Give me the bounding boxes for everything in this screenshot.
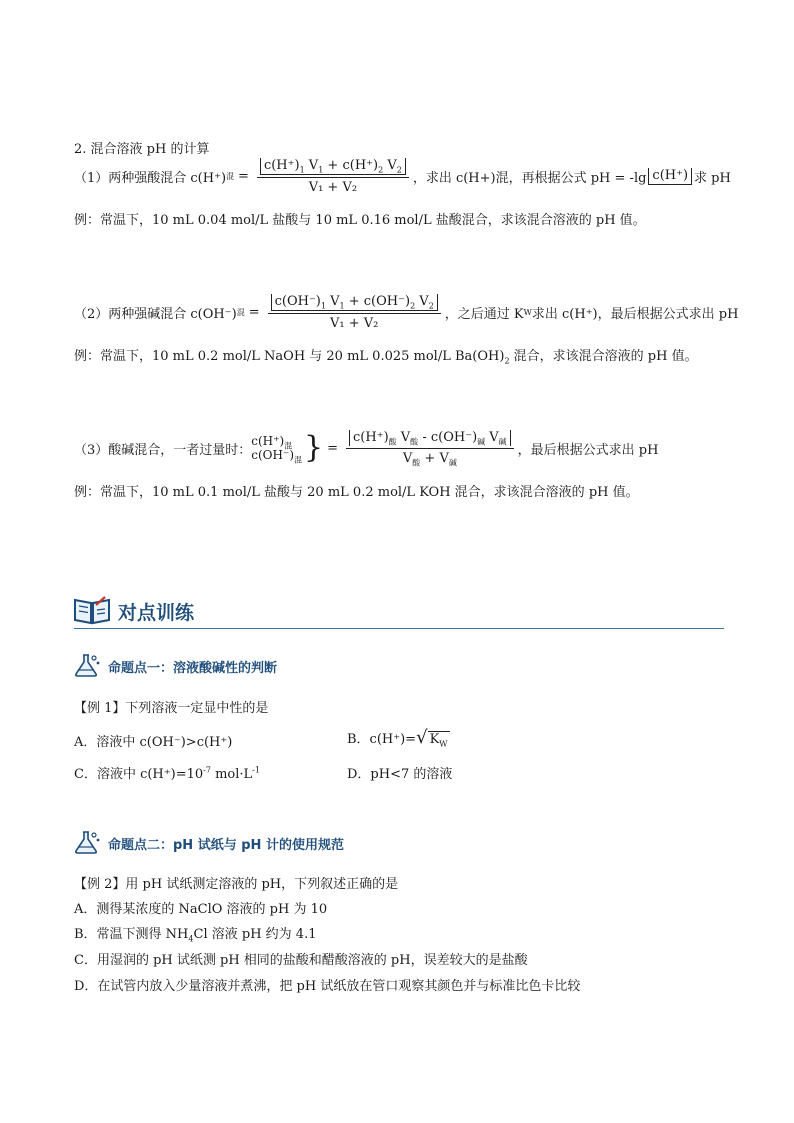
acid-after: ，求出 c(H+)混，再根据公式 pH = -lg (412, 171, 647, 186)
option-d[interactable]: D．pH<7 的溶液 (347, 767, 453, 782)
base-formula-line: （2）两种强碱混合 c(OH⁻) 混 = $\frac{c(OH^-)_1 V_1 + c(OH^-)_2 V_2}{\text{V₁ + V₂}}$ ，之后通过 K W 求出 c(H⁺)，最后根据公式求出 pH (74, 294, 739, 331)
mixed-example: 例：常温下，10 mL 0.1 mol/L 盐酸与 20 mL 0.2 mol/L KOH 混合，求该混合溶液的 pH 值。 (74, 485, 639, 500)
question2 (74, 873, 398, 892)
mixed-fraction (346, 430, 514, 466)
question2-text: 用 pH 试纸测定溶液的 pH，下列叙述正确的是 (125, 877, 399, 892)
topic1-title: 命题点一：溶液酸碱性的判断 (108, 661, 278, 676)
base-label: （2）两种强碱混合 c(OH⁻) (74, 307, 237, 322)
acid-formula-line: （1）两种强酸混合 c(H⁺) 混 = $\frac{c(H^+)_1 V_1 + c(H^+)_2 V_2}{\text{V₁ + V₂}}$ ，求出 c(H+)混，再根据公式 pH = -lg c(H⁺) 求 pH (74, 158, 731, 195)
option-c[interactable]: C．溶液中 $c(H^+)=10^{-7}$ $mol\cdot L^{-1}$ (74, 765, 260, 782)
mixed-after: ，最后根据公式求出 pH (517, 442, 659, 458)
acid-example: 例：常温下，10 mL 0.04 mol/L 盐酸与 10 mL 0.16 mol/L 盐酸混合，求该混合溶液的 pH 值。 (74, 213, 646, 228)
base-after2: 求出 c(H⁺)，最后根据公式求出 pH (531, 307, 739, 322)
mixed-formula-line (74, 430, 658, 466)
section-divider (74, 628, 724, 629)
base-after: ，之后通过 K (444, 307, 524, 322)
question1-tag: 【例 1】 (74, 701, 126, 716)
acid-fraction (257, 158, 409, 195)
option-a[interactable]: A．测得某浓度的 NaClO 溶液的 pH 为 10 (74, 902, 328, 917)
equals-sign: = (238, 169, 249, 184)
topic2-title: 命题点二：pH 试纸与 pH 计的使用规范 (108, 838, 344, 853)
acid-tail: 求 pH (694, 171, 731, 186)
subsection-heading: 2. 混合溶液 pH 的计算 (74, 142, 210, 157)
sqrt-icon: √ $K_W$ (416, 727, 448, 749)
option-d[interactable]: D．在试管内放入少量溶液并煮沸，把 pH 试纸放在管口观察其颜色并与标准比色卡比较 (74, 979, 581, 994)
book-icon (72, 592, 112, 626)
question1-text: 下列溶液一定显中性的是 (125, 701, 269, 716)
base-example: 例：常温下，10 mL 0.2 mol/L NaOH 与 20 mL 0.025 mol/L $Ba(OH)_2$ 混合，求该混合溶液的 pH 值。 (74, 349, 698, 366)
base-denominator: V₁ + V₂ (330, 316, 379, 331)
question2-tag: 【例 2】 (74, 877, 126, 892)
acid-numerator: $c(H^+)_1$ $V_1 + c(H^+)_2$ $V_2$ (260, 158, 406, 175)
base-numerator: $c(OH^-)_1$ $V_1 + c(OH^-)_2$ $V_2$ (271, 294, 438, 311)
acid-denominator: V₁ + V₂ (308, 180, 358, 195)
mixed-cases: $c(H^+)_混$ $c(OH^-)_混$ (251, 434, 303, 465)
curly-brace-icon: } (304, 430, 324, 465)
option-b[interactable] (347, 728, 450, 747)
mixed-denominator: $V_酸 + V_碱$ (402, 451, 457, 468)
equals-sign: = (327, 440, 339, 456)
flask-icon (72, 829, 102, 855)
acid-label: （1）两种强酸混合 c(H⁺) (74, 171, 227, 186)
option-b-text: B．c(H⁺)= (347, 732, 417, 747)
option-c[interactable]: C．用湿润的 pH 试纸测 pH 相同的盐酸和醋酸溶液的 pH，误差较大的是盐酸 (74, 953, 528, 968)
acid-log-term: c(H⁺) (648, 168, 692, 185)
option-b[interactable]: B．常温下测得 $NH_4Cl$ 溶液 pH 约为 4.1 (74, 927, 317, 944)
question1 (74, 697, 268, 716)
mixed-numerator: $c(H^+)_酸$ $V_酸 - c(OH^-)_碱$ $V_碱$ (349, 430, 511, 446)
flask-icon (72, 652, 102, 678)
section-title: 对点训练 (118, 602, 195, 624)
base-fraction (268, 294, 441, 331)
mixed-label: （3）酸碱混合，一者过量时： (74, 442, 252, 458)
option-a[interactable]: A．溶液中 c(OH⁻)>c(H⁺) (74, 735, 233, 750)
equals-sign: = (248, 305, 260, 320)
